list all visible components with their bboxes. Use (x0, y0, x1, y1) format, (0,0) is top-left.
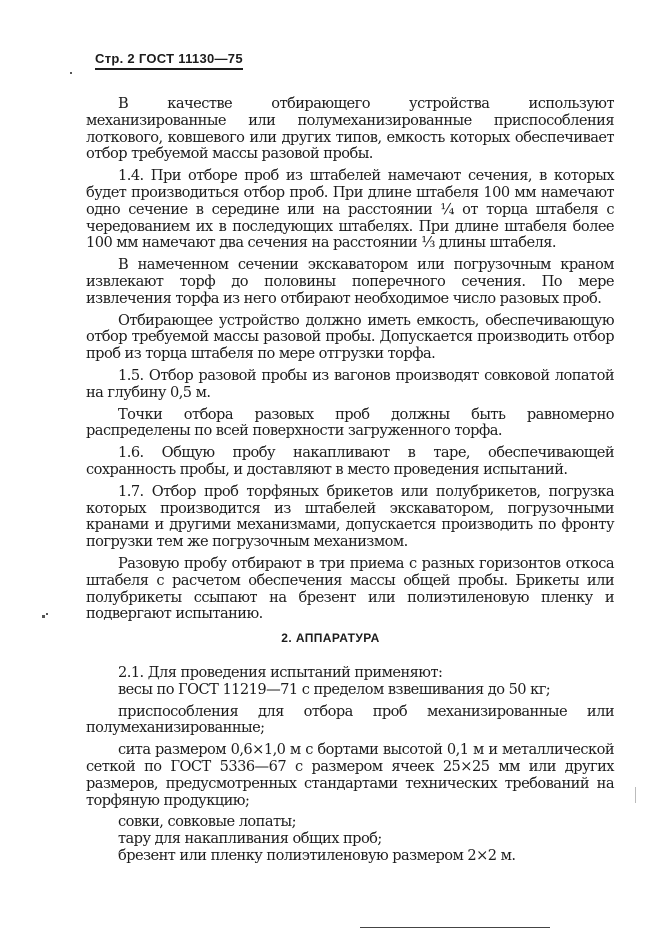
list-item: совки, совковые лопаты; (118, 813, 296, 831)
paragraph: 1.4. При отборе проб из штабелей намечают сечения, в которых будет производиться отбор проб. При длине штабеля 100 мм намечают одно сечение в середине или на расстоянии ¼ от торца штабеля с чередованием их в последующих штабелях. При длине штабеля более 100 мм намечают два сечения на расстоянии ⅓ длины штабеля. (86, 167, 614, 252)
footer-line (360, 927, 550, 928)
paragraph: В намеченном сечении экскаватором или погрузочным краном извлекают торф до половины поперечного сечения. По мере извлечения торфа из него отбирают необходимое число разовых проб. (86, 256, 614, 307)
section-title: 2. АППАРАТУРА (281, 631, 380, 645)
list-item: сита размером 0,6×1,0 м с бортами высотой 0,1 м и металлической сеткой по ГОСТ 5336—67 с размером ячеек 25×25 мм или других размеров, предусмотренных стандартами технических требований на торфяную продукцию; (86, 741, 614, 809)
paragraph: Отбирающее устройство должно иметь емкость, обеспечивающую отбор требуемой массы разовой пробы. Допускается производить отбор проб из торца штабеля по мере отгрузки торфа. (86, 311, 614, 363)
paragraph: Разовую пробу отбирают в три приема с разных горизонтов откоса штабеля с расчетом обеспечения массы общей пробы. Брикеты или полубрикеты ссыпают на брезент или полиэтиленовую пленку и подвергают испытанию. (86, 554, 614, 623)
list-item: весы по ГОСТ 11219—71 с пределом взвешивания до 50 кг; (118, 680, 551, 698)
paragraph: 1.7. Отбор проб торфяных брикетов или полубрикетов, погрузка которых производится из штабелей экскаватором, погрузочными кранами и другими механизмами, допускается производить по фронту погрузки тем же погрузочным механизмом. (86, 482, 614, 551)
list-item: приспособления для отбора проб механизированные или полумеханизированные; (86, 702, 614, 737)
section-1-text (86, 96, 614, 623)
paragraph: Точки отбора разовых проб должны быть равномерно распределены по всей поверхности загруженного торфа. (86, 405, 614, 440)
paragraph: В качестве отбирающего устройства используют механизированные или полумеханизированные приспособления лоткового, ковшевого или других типов, емкость которых обеспечивает отбор требуемой массы разовой пробы. (86, 95, 614, 163)
page-header (95, 51, 243, 66)
header-underline (95, 68, 243, 70)
page-header-text: Стр. 2 ГОСТ 11130—75 (95, 51, 243, 66)
paragraph: 1.5. Отбор разовой пробы из вагонов производят совковой лопатой на глубину 0,5 м. (86, 366, 614, 401)
list-item: брезент или пленку полиэтиленовую размером 2×2 м. (118, 846, 516, 864)
scan-speck (70, 72, 72, 74)
apparatus-list (86, 665, 614, 865)
scan-speck (42, 615, 45, 618)
list-item: 2.1. Для проведения испытаний применяют: (118, 664, 443, 681)
list-item: тару для накапливания общих проб; (118, 830, 382, 848)
scan-speck (46, 613, 48, 615)
scan-speck (635, 787, 636, 803)
paragraph: 1.6. Общую пробу накапливают в таре, обеспечивающей сохранность пробы, и доставляют в место проведения испытаний. (86, 444, 614, 478)
